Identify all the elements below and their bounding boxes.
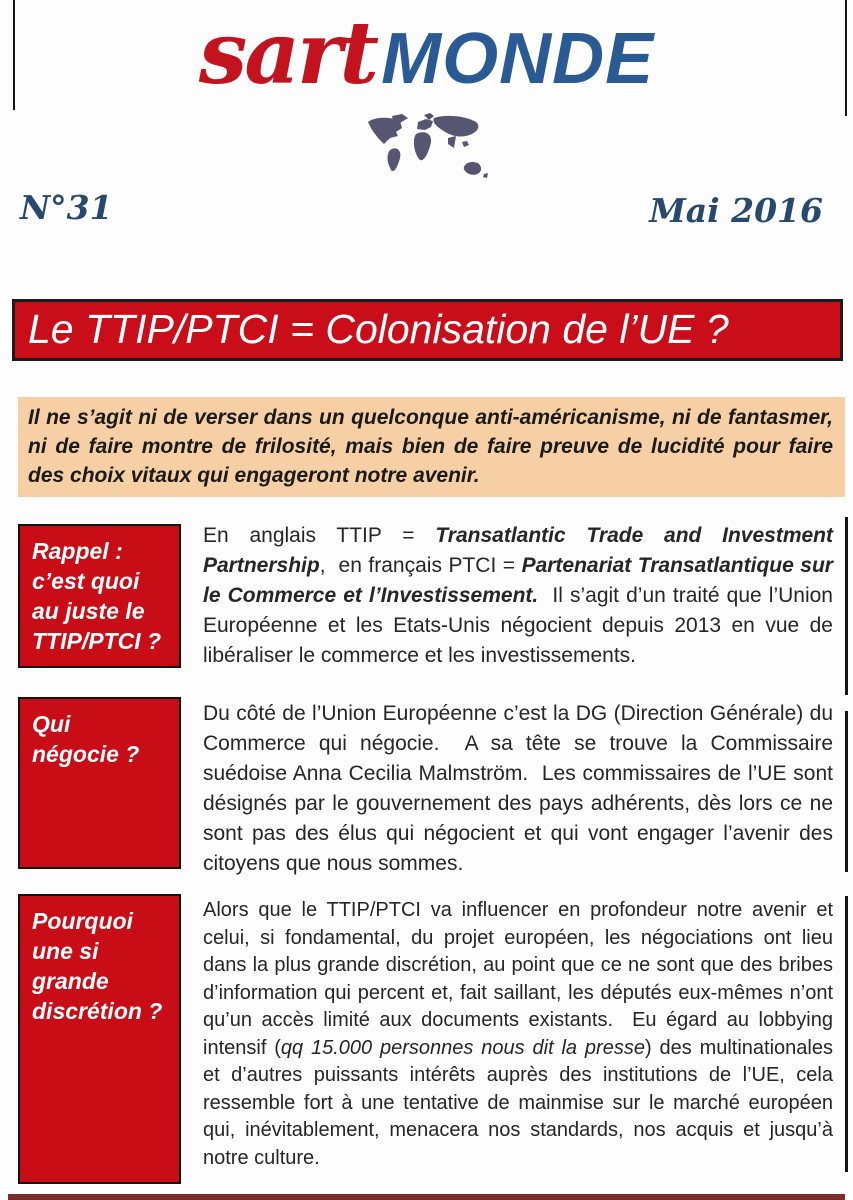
logo-sart: sart [198,3,377,104]
lede-paragraph: Il ne s’agit ni de verser dans un quelconque anti-américanisme, ni de fantasmer, ni de faire montre de frilosité, mais bien de faire preuve de lucidité pour faire des choix vitaux qui engageront notre avenir. [18,397,845,497]
newsletter-logo [0,0,853,108]
section-label-rappel: Rappel : c’est quoi au juste le TTIP/PTCI ? [18,524,181,668]
world-map-icon [362,112,494,188]
section-body-rappel: En anglais TTIP = Transatlantic Trade and Investment Partnership, en français PTCI = Partenariat Transatlantique sur le Commerce et l’Investissement. Il s’agit d’un traité que l’Union Européenne et les Etats-Unis négocient depuis 2013 en vue de libéraliser le commerce et les investissements. [203,524,833,667]
section-label-qui-negocie: Qui négocie ? [18,697,181,869]
issue-number: N°31 [20,188,113,227]
headline-banner: Le TTIP/PTCI = Colonisation de l’UE ? [12,299,843,361]
section-rule-qui-negocie [845,711,848,872]
section-body-discretion: Alors que le TTIP/PTCI va influencer en profondeur notre avenir et celui, si fondamental, du projet européen, les négociations ont lieu dans la plus grande discrétion, au point que ce ne sont que des bribes d’information qui percent et, fait saillant, les députés eux-mêmes n’ont qu’un accès limité aux documents existants. Eu égard au lobbying intensif (qq 15.000 personnes nous dit la presse) des multinationales et d’autres puissants intérêts auprès des institutions de l’UE, cela ressemble fort à une tentative de mainmise sur le marché européen qui, inévitablement, menacera nos standards, nos acquis et jusqu’à notre culture. [203,899,833,1169]
issue-date: Mai 2016 [649,191,823,230]
section-rule-discretion [845,896,848,1172]
section-label-discretion: Pourquoi une si grande discrétion ? [18,894,181,1184]
next-section-banner-edge [8,1194,845,1200]
section-rule-rappel [845,517,848,695]
section-body-qui-negocie: Du côté de l’Union Européenne c’est la DG (Direction Générale) du Commerce qui négocie. A sa tête se trouve la Commissaire suédoise Anna Cecilia Malmström. Les commissaires de l’UE sont désignés par le gouvernement des pays adhérents, dès lors ce ne sont pas des élus qui négocient et qui vont engager l’avenir des citoyens que nous sommes. [203,702,833,875]
logo-monde: MONDE [381,19,655,99]
